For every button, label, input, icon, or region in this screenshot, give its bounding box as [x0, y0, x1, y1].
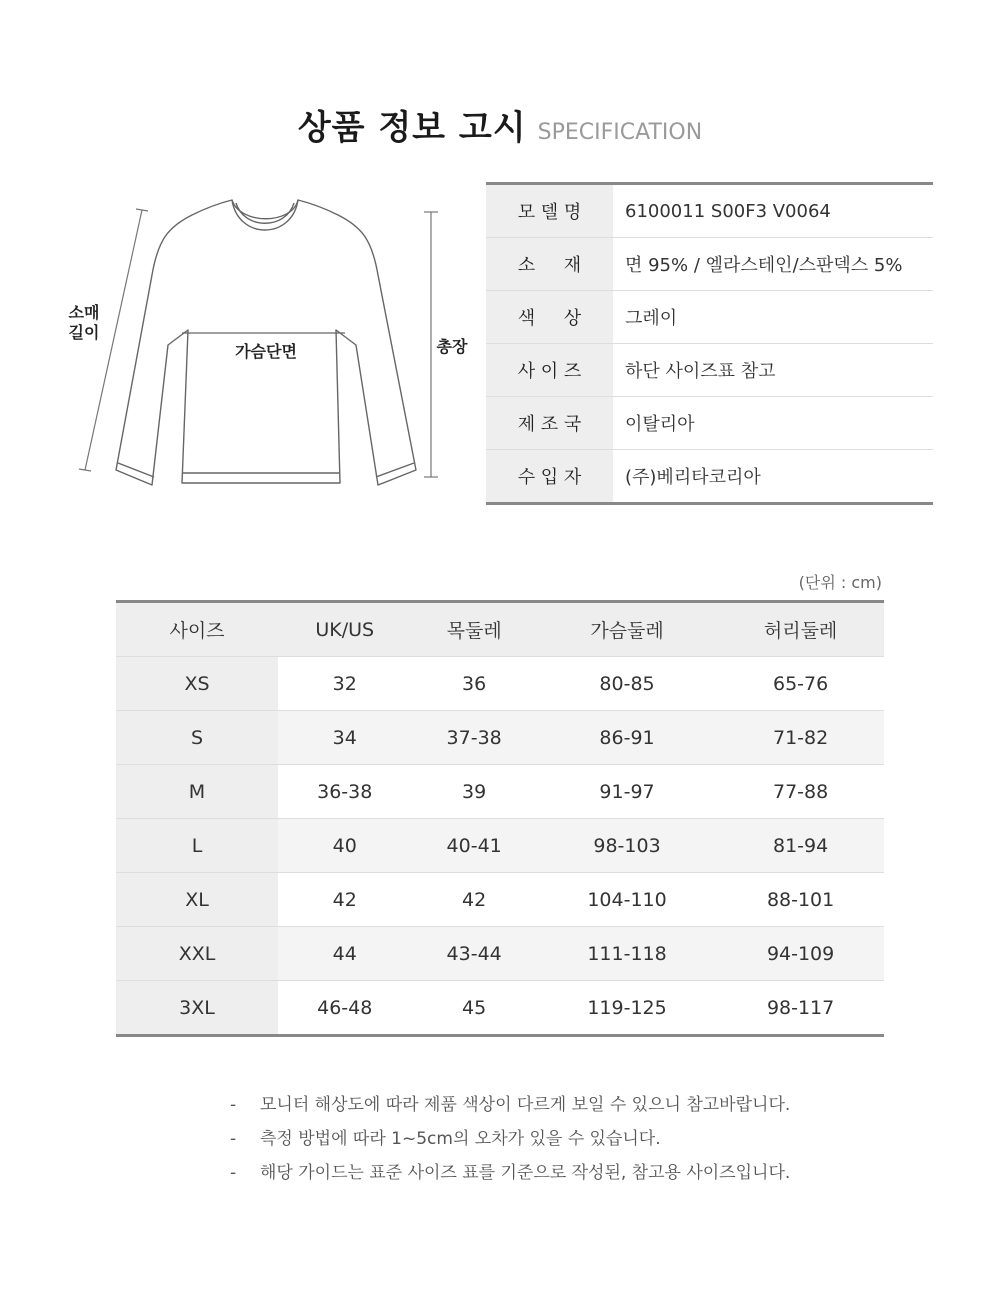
- table-row: [116, 927, 884, 981]
- note-dash: -: [230, 1095, 237, 1115]
- table-cell: 42: [411, 873, 536, 927]
- title-sub: SPECIFICATION: [537, 120, 703, 145]
- table-row: [116, 981, 884, 1036]
- note-text: 해당 가이드는 표준 사이즈 표를 기준으로 작성된, 참고용 사이즈입니다.: [260, 1163, 791, 1183]
- table-cell: 98-103: [537, 819, 717, 873]
- table-row: [116, 873, 884, 927]
- spec-row: [486, 238, 933, 291]
- chest-width-label: 가슴단면: [235, 342, 297, 361]
- table-cell: 104-110: [537, 873, 717, 927]
- note-dash: -: [230, 1163, 237, 1183]
- spec-value: (주)베리타코리아: [625, 467, 761, 488]
- spec-value: 6100011 S00F3 V0064: [613, 184, 933, 238]
- table-cell: 65-76: [717, 657, 884, 711]
- table-cell: 40-41: [411, 819, 536, 873]
- spec-row: [486, 344, 933, 397]
- table-cell: 94-109: [717, 927, 884, 981]
- spec-row: [486, 450, 933, 504]
- spec-value: 하단 사이즈표 참고: [613, 344, 933, 397]
- spec-key: 사 이 즈: [486, 344, 613, 397]
- size-table: [116, 600, 884, 1037]
- table-cell: 39: [411, 765, 536, 819]
- header-cell: 목둘레: [411, 602, 536, 657]
- spec-row: [486, 184, 933, 238]
- table-cell: 88-101: [717, 873, 884, 927]
- table-cell: 37-38: [411, 711, 536, 765]
- table-cell: 119-125: [587, 996, 667, 1019]
- table-cell: 32: [278, 657, 411, 711]
- table-cell: 86-91: [537, 711, 717, 765]
- table-cell: 45: [462, 996, 487, 1019]
- table-cell: 77-88: [717, 765, 884, 819]
- spec-row: [486, 291, 933, 344]
- note-item: [230, 1090, 790, 1124]
- spec-key: 제 조 국: [486, 397, 613, 450]
- size-label-cell: XS: [116, 657, 278, 711]
- page-title: [0, 100, 1000, 149]
- size-label-cell: S: [116, 711, 278, 765]
- table-cell: 36-38: [278, 765, 411, 819]
- note-text: 측정 방법에 따라 1~5cm의 오차가 있을 수 있습니다.: [260, 1129, 661, 1149]
- size-label-cell: L: [116, 819, 278, 873]
- header-cell: 가슴둘레: [537, 602, 717, 657]
- sleeve-length-label: 소매 길이: [68, 303, 100, 342]
- table-cell: 44: [278, 927, 411, 981]
- table-cell: 81-94: [717, 819, 884, 873]
- size-label-cell: XXL: [116, 927, 278, 981]
- table-row: [116, 657, 884, 711]
- spec-key: 모 델 명: [486, 184, 613, 238]
- table-row: [116, 711, 884, 765]
- header-cell: UK/US: [278, 602, 411, 657]
- table-cell: 91-97: [537, 765, 717, 819]
- size-label-cell: XL: [116, 873, 278, 927]
- note-item: [230, 1158, 790, 1192]
- table-row: [116, 819, 884, 873]
- header-cell: 사이즈: [116, 602, 278, 657]
- note-item: [230, 1124, 790, 1158]
- table-cell: 36: [411, 657, 536, 711]
- table-cell: 98-117: [766, 996, 835, 1019]
- notes-list: [230, 1090, 790, 1192]
- size-table-header: [116, 602, 884, 657]
- table-cell: 111-118: [537, 927, 717, 981]
- table-cell: 34: [278, 711, 411, 765]
- spec-key: 수 입 자: [486, 450, 613, 504]
- spec-key: 색 상: [486, 291, 613, 344]
- table-cell: 46-48: [317, 996, 373, 1019]
- size-label-cell: M: [116, 765, 278, 819]
- spec-value: 이탈리아: [613, 397, 933, 450]
- table-row: [116, 765, 884, 819]
- title-main: 상품 정보 고시: [297, 108, 527, 148]
- spec-table: [486, 182, 933, 505]
- table-cell: 43-44: [411, 927, 536, 981]
- table-cell: 40: [278, 819, 411, 873]
- header-cell: 허리둘레: [717, 602, 884, 657]
- table-cell: 71-82: [717, 711, 884, 765]
- spec-value: 면 95% / 엘라스테인/스판덱스 5%: [613, 238, 933, 291]
- table-cell: 42: [278, 873, 411, 927]
- garment-diagram: [60, 185, 480, 505]
- total-length-label: 총장: [436, 337, 468, 356]
- note-dash: -: [230, 1129, 237, 1149]
- size-label-cell: 3XL: [116, 981, 278, 1036]
- note-text: 모니터 해상도에 따라 제품 색상이 다르게 보일 수 있으니 참고바랍니다.: [260, 1095, 791, 1115]
- table-cell: 80-85: [537, 657, 717, 711]
- spec-key: 소 재: [486, 238, 613, 291]
- unit-note: (단위 : cm): [798, 573, 882, 592]
- spec-value: 그레이: [613, 291, 933, 344]
- spec-row: [486, 397, 933, 450]
